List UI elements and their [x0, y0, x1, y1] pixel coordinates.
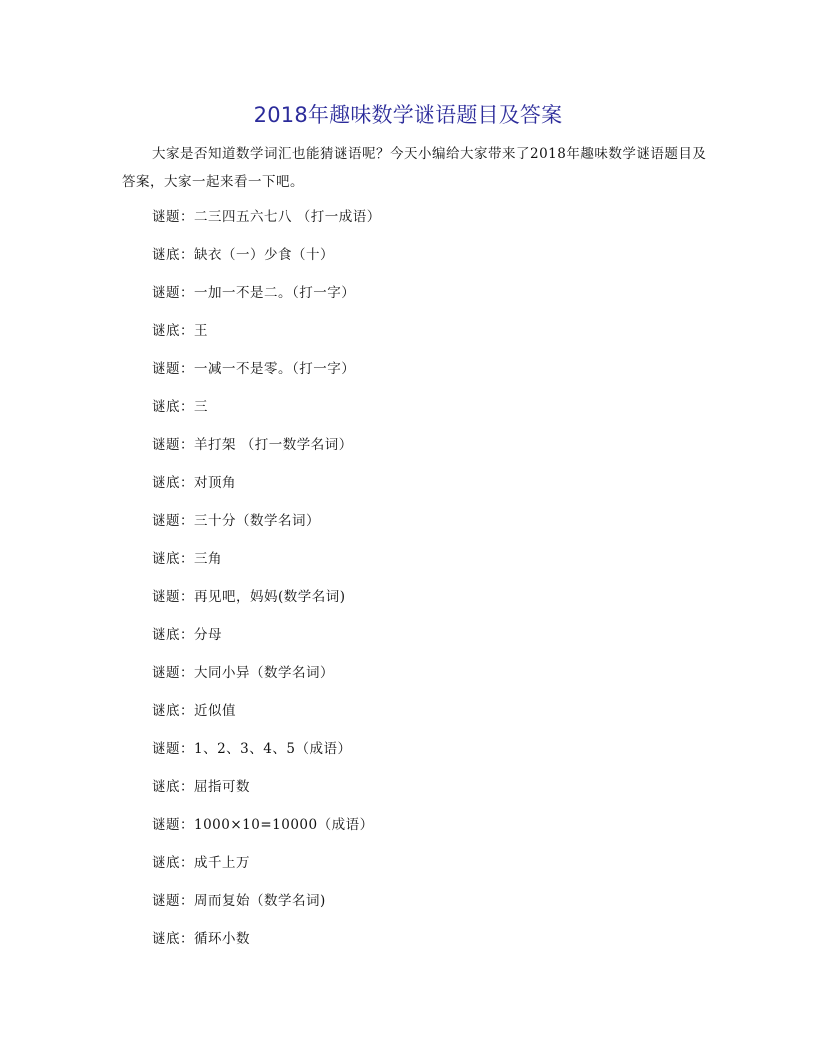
riddle-question-label: 谜题： — [152, 589, 194, 605]
riddle-question-label: 谜题： — [152, 285, 194, 301]
riddle-answer-line — [152, 926, 712, 964]
riddle-answer-line — [152, 698, 712, 736]
riddle-answer-label: 谜底： — [152, 323, 194, 339]
riddle-answer-label: 谜底： — [152, 475, 194, 491]
riddle-answer-label: 谜底： — [152, 931, 194, 947]
riddle-question-line — [152, 508, 712, 546]
riddle-question-text: 1000×10=10000（成语） — [194, 817, 374, 833]
riddle-question-label: 谜题： — [152, 209, 194, 225]
riddle-question-label: 谜题： — [152, 437, 194, 453]
riddle-question-label: 谜题： — [152, 741, 194, 757]
riddle-question-line — [152, 356, 712, 394]
riddle-question-text: 一加一不是二。（打一字） — [194, 285, 356, 301]
riddle-answer-label: 谜底： — [152, 703, 194, 719]
riddle-answer-text: 成千上万 — [194, 855, 250, 871]
riddle-question-text: 羊打架 （打一数学名词） — [194, 437, 353, 453]
riddle-answer-line — [152, 850, 712, 888]
riddle-list — [152, 204, 712, 964]
riddle-question-line — [152, 736, 712, 774]
riddle-answer-line — [152, 242, 712, 280]
riddle-answer-line — [152, 318, 712, 356]
riddle-question-text: 二三四五六七八 （打一成语） — [194, 209, 381, 225]
riddle-answer-label: 谜底： — [152, 247, 194, 263]
riddle-answer-line — [152, 394, 712, 432]
riddle-answer-text: 王 — [194, 323, 208, 339]
riddle-question-text: 1、2、3、4、5（成语） — [194, 741, 352, 757]
riddle-question-text: 再见吧，妈妈(数学名词) — [194, 589, 346, 605]
riddle-question-line — [152, 812, 712, 850]
riddle-answer-text: 分母 — [194, 627, 222, 643]
riddle-answer-text: 三角 — [194, 551, 222, 567]
riddle-answer-text: 屈指可数 — [194, 779, 250, 795]
riddle-answer-label: 谜底： — [152, 779, 194, 795]
riddle-answer-line — [152, 470, 712, 508]
riddle-question-text: 一减一不是零。（打一字） — [194, 361, 356, 377]
riddle-question-text: 三十分（数学名词） — [194, 513, 320, 529]
riddle-question-line — [152, 888, 712, 926]
riddle-answer-label: 谜底： — [152, 399, 194, 415]
riddle-question-line — [152, 204, 712, 242]
riddle-answer-text: 对顶角 — [194, 475, 236, 491]
riddle-answer-label: 谜底： — [152, 855, 194, 871]
riddle-answer-label: 谜底： — [152, 627, 194, 643]
riddle-question-line — [152, 280, 712, 318]
riddle-question-label: 谜题： — [152, 513, 194, 529]
riddle-question-label: 谜题： — [152, 817, 194, 833]
riddle-question-line — [152, 432, 712, 470]
riddle-question-line — [152, 584, 712, 622]
riddle-answer-text: 缺衣（一）少食（十） — [194, 247, 334, 263]
riddle-answer-line — [152, 546, 712, 584]
riddle-answer-text: 三 — [194, 399, 208, 415]
riddle-answer-label: 谜底： — [152, 551, 194, 567]
riddle-question-label: 谜题： — [152, 893, 194, 909]
riddle-question-label: 谜题： — [152, 665, 194, 681]
riddle-question-text: 周而复始（数学名词) — [194, 893, 326, 909]
riddle-answer-line — [152, 774, 712, 812]
riddle-question-text: 大同小异（数学名词） — [194, 665, 334, 681]
riddle-answer-text: 近似值 — [194, 703, 236, 719]
riddle-question-label: 谜题： — [152, 361, 194, 377]
riddle-question-line — [152, 660, 712, 698]
riddle-answer-text: 循环小数 — [194, 931, 250, 947]
document-title: 2018年趣味数学谜语题目及答案 — [253, 103, 563, 127]
riddle-answer-line — [152, 622, 712, 660]
intro-paragraph: 大家是否知道数学词汇也能猜谜语呢？今天小编给大家带来了2018年趣味数学谜语题目及答案，大家一起来看一下吧。 — [122, 146, 707, 190]
